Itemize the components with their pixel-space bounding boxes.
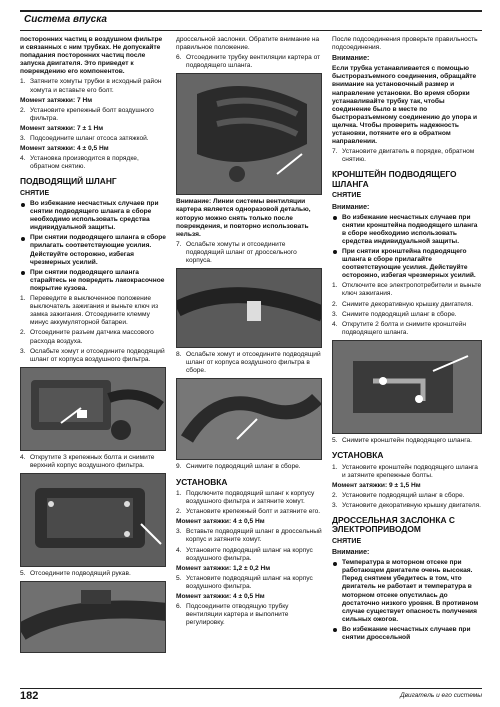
column-right bbox=[332, 36, 482, 644]
note-text: Если трубка устанавливается с помощью быстроразъемного соединения, обращайте внимание на установочный размер и направление установки. Во время сборки устанавливайте трубку так, чтобы соединение было в месте по быстроразъемному соединению до упора и щелчка. Чтобы проверить надежность установки, потяните его в обратном направлении. bbox=[332, 65, 478, 146]
step-item: 5. Отсоедините подводящий рукав. bbox=[20, 569, 131, 577]
warning-bullet: Во избежание несчастных случаев при снятии кронштейна подводящего шланга в сборе необходимо использовать средства индивидуальной защиты. bbox=[332, 214, 482, 246]
engine-photo bbox=[176, 268, 322, 348]
torque-spec: Момент затяжки: 9 ± 1,5 Нм bbox=[332, 481, 421, 489]
step-item: 3. Снимите подводящий шланг в сборе. bbox=[332, 310, 457, 318]
warning-bullet: Во избежание несчастных случаев при снятии подводящего шланга в сборе необходимо использовать средства индивидуальной защиты. bbox=[20, 200, 166, 232]
engine-photo bbox=[332, 340, 482, 434]
footer-note: Двигатель и его системы bbox=[400, 692, 482, 699]
engine-photo bbox=[20, 473, 166, 567]
step-item: 3. Ослабьте хомут и отсоедините подводящий шланг от корпуса воздушного фильтра. bbox=[20, 347, 165, 363]
section-heading: УСТАНОВКА bbox=[332, 450, 384, 460]
torque-spec: Момент затяжки: 4 ± 0,5 Нм bbox=[176, 593, 265, 601]
intake-hose-icon bbox=[21, 582, 166, 652]
note-label: Внимание: bbox=[332, 55, 370, 63]
paragraph: После подсоединения проверьте правильность подсоединения. bbox=[332, 36, 478, 52]
step-item: 1. Подключите подводящий шланг к корпусу воздушного фильтра и затяните хомут. bbox=[176, 490, 315, 506]
subsection-heading: СНЯТИЕ bbox=[20, 189, 50, 197]
warning-bullet: Температура в моторном отсеке при работающем двигателе очень высокая. Перед снятием убедитесь в том, что двигатель не работает и температура в моторном отсеке опустилась до достаточно низкого уровня. В противном случае существует опасность получения сильных ожогов. bbox=[332, 559, 482, 624]
torque-spec: Момент затяжки: 4 ± 0,5 Нм bbox=[20, 145, 109, 153]
page-footer bbox=[20, 688, 482, 703]
step-item: 4. Установите подводящий шланг на корпус воздушного фильтра. bbox=[176, 546, 313, 562]
paragraph: дроссельной заслонки. Обратите внимание на правильное положение. bbox=[176, 36, 320, 52]
step-item: 1. Установите кронштейн подводящего шланга и затяните крепежные болты. bbox=[332, 463, 478, 479]
step-item: 4. Установка производится в порядке, обратном снятию. bbox=[20, 155, 139, 171]
step-item: 1. Затяните хомуты трубки в исходный район хомута и вставьте его болт. bbox=[20, 78, 162, 94]
note-label: Внимание: bbox=[332, 549, 370, 557]
engine-photo bbox=[20, 367, 166, 451]
section-heading: ПОДВОДЯЩИЙ ШЛАНГ bbox=[20, 176, 117, 187]
step-item: 3. Подсоедините шланг отсоса затяжкой. bbox=[20, 135, 149, 143]
step-item: 7. Ослабьте хомуты и отсоедините подводящий шланг от дроссельного корпуса. bbox=[176, 240, 297, 265]
crankcase-vent-icon bbox=[177, 74, 322, 194]
engine-photo bbox=[20, 581, 166, 653]
step-item: 5. Установите подводящий шланг на корпус воздушного фильтра. bbox=[176, 574, 313, 590]
step-item: 2. Снимите декоративную крышку двигателя. bbox=[332, 300, 474, 308]
throttle-hose-icon bbox=[177, 269, 322, 347]
paragraph: посторонних частиц в воздушном фильтре и связанных с ним трубках. Не допускайте попадания посторонних частиц после запуска двигателя. Это приведет к повреждению его компонентов. bbox=[20, 36, 163, 76]
engine-photo bbox=[176, 73, 322, 195]
torque-spec: Момент затяжки: 1,2 ± 0,2 Нм bbox=[176, 564, 271, 572]
hose-assembly-icon bbox=[177, 379, 322, 459]
step-item: 9. Снимите подводящий шланг в сборе. bbox=[176, 463, 301, 471]
section-title: Система впуска bbox=[24, 14, 107, 25]
column-middle bbox=[176, 36, 322, 629]
step-item: 1. Переведите в выключенное положение выключатель зажигания и выньте ключ из замка зажигания. Отсоедините клемму минус аккумуляторной батареи. bbox=[20, 295, 159, 327]
step-item: 2. Установите крепежный болт и затяните его. bbox=[176, 508, 321, 516]
warning-bullet: При снятии кронштейна подводящего шланга в сборе прилагайте соответствующие усилия. Действуйте осторожно, избегая чрезмерных усилий. bbox=[332, 248, 482, 280]
torque-spec: Момент затяжки: 7 Нм bbox=[20, 96, 93, 104]
step-item: 7. Установите двигатель в порядке, обратном снятию. bbox=[332, 148, 475, 164]
engine-photo bbox=[176, 378, 322, 460]
bracket-photo-icon bbox=[333, 341, 482, 433]
step-item: 8. Ослабьте хомут и отсоедините подводящий шланг от корпуса воздушного фильтра в сборе. bbox=[176, 351, 321, 375]
step-item: 6. Подсоедините отводящую трубку вентиляции картера и выполните регулировку. bbox=[176, 603, 289, 627]
step-item: 2. Установите крепежный болт воздушного фильтра. bbox=[20, 106, 154, 122]
step-item: 2. Установите подводящий шланг в сборе. bbox=[332, 491, 465, 499]
subsection-heading: СНЯТИЕ bbox=[332, 192, 362, 200]
section-heading: ДРОССЕЛЬНАЯ ЗАСЛОНКА С ЭЛЕКТРОПРИВОДОМ bbox=[332, 514, 455, 535]
step-item: 4. Открутите 3 крепежных болта и снимите верхний корпус воздушного фильтра. bbox=[20, 453, 155, 469]
warning-bullet: При снятии подводящего шланга старайтесь не повредить лакокрасочное покрытие кузова. bbox=[20, 269, 166, 293]
section-heading: УСТАНОВКА bbox=[176, 476, 228, 487]
torque-spec: Момент затяжки: 7 ± 1 Нм bbox=[20, 124, 104, 132]
note-label: Внимание: bbox=[332, 203, 370, 211]
subsection-heading: СНЯТИЕ bbox=[332, 537, 362, 545]
section-heading: КРОНШТЕЙН ПОДВОДЯЩЕГО ШЛАНГА bbox=[332, 169, 457, 189]
step-item: 1. Отключите все электропотребители и выньте ключ зажигания. bbox=[332, 282, 482, 298]
page-number: 182 bbox=[20, 690, 39, 702]
step-item: 2. Отсоедините разъем датчика массового расхода воздуха. bbox=[20, 329, 154, 345]
step-item: 3. Установите декоративную крышку двигателя. bbox=[332, 501, 481, 509]
step-item: 6. Отсоедините трубку вентиляции картера от подводящего шланга. bbox=[176, 54, 321, 70]
note-text: Внимание: Линии системы вентиляции картера является одноразовой деталью, которую можно снять только после повреждения, и повторно использовать нельзя. bbox=[176, 198, 311, 238]
column-left bbox=[20, 36, 166, 656]
step-item: 4. Открутите 2 болта и снимите кронштейн подводящего шланга. bbox=[332, 320, 467, 336]
page-header bbox=[20, 10, 482, 31]
step-item: 3. Вставьте подводящий шланг в дроссельный корпус и затяните хомут. bbox=[176, 528, 322, 544]
air-filter-housing-icon bbox=[21, 474, 166, 566]
torque-spec: Момент затяжки: 4 ± 0,5 Нм bbox=[176, 518, 265, 526]
warning-bullet: При снятии подводящего шланга в сборе прилагать соответствующие усилия. Действуйте осторожно, избегая чрезмерных усилий. bbox=[20, 234, 166, 266]
step-item: 5. Снимите кронштейн подводящего шланга. bbox=[332, 436, 472, 444]
air-filter-photo-icon bbox=[21, 368, 166, 450]
warning-bullet: Во избежание несчастных случаев при снятии дроссельной bbox=[332, 626, 482, 642]
